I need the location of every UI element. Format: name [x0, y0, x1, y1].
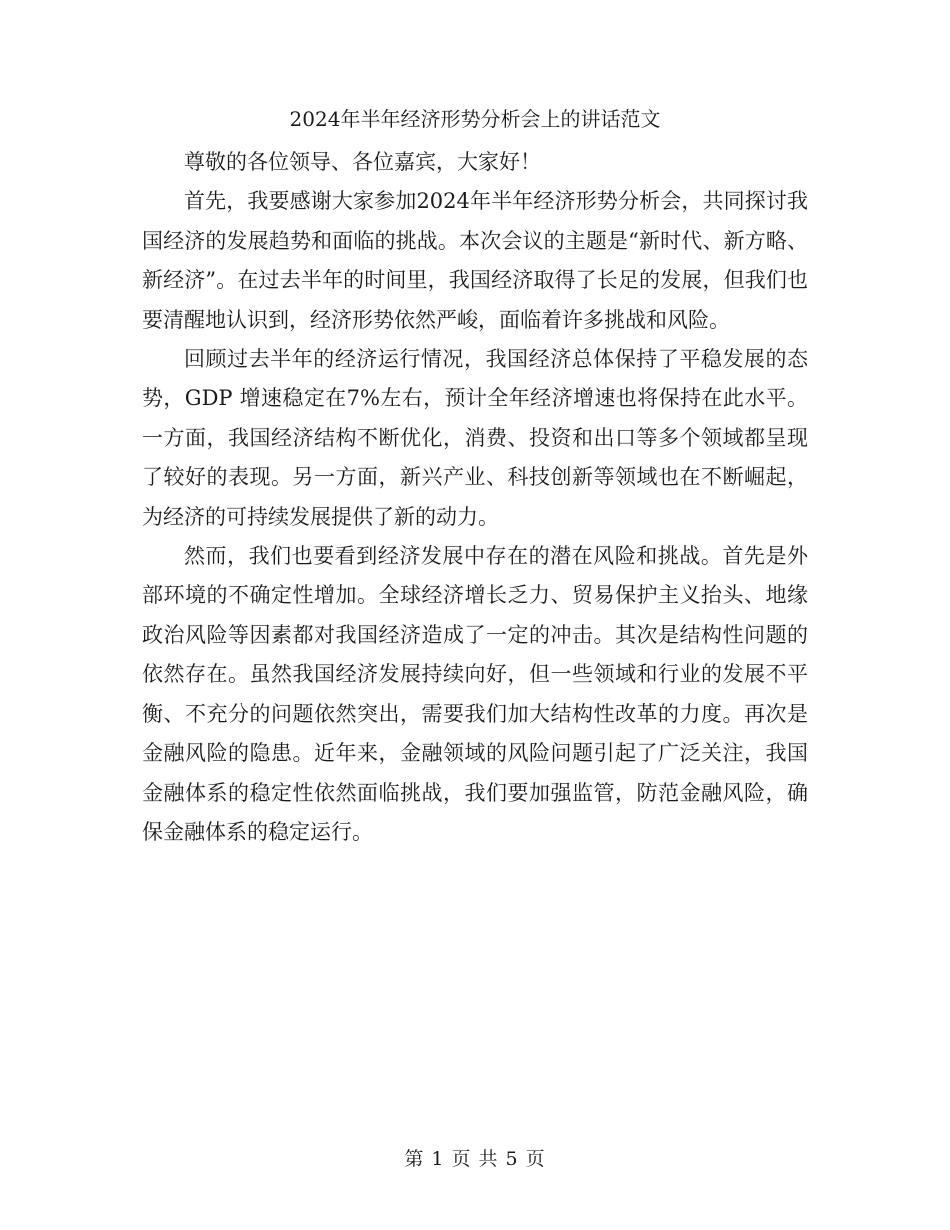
document-body	[142, 143, 808, 852]
body-paragraph-intro: 首先，我要感谢大家参加2024年半年经济形势分析会，共同探讨我国经济的发展趋势和面临的挑战。本次会议的主题是“新时代、新方略、新经济”。在过去半年的时间里，我国经济取得了长足的发展，但我们也要清醒地认识到，经济形势依然严峻，面临着许多挑战和风险。	[142, 189, 808, 332]
body-paragraph-review: 回顾过去半年的经济运行情况，我国经济总体保持了平稳发展的态势，GDP 增速稳定在7%左右，预计全年经济增速也将保持在此水平。一方面，我国经济结构不断优化，消费、投资和出口等多个领域都呈现了较好的表现。另一方面，新兴产业、科技创新等领域也在不断崛起，为经济的可持续发展提供了新的动力。	[142, 347, 808, 529]
body-paragraph-risks: 然而，我们也要看到经济发展中存在的潜在风险和挑战。首先是外部环境的不确定性增加。全球经济增长乏力、贸易保护主义抬头、地缘政治风险等因素都对我国经济造成了一定的冲击。其次是结构性问题的依然存在。虽然我国经济发展持续向好，但一些领域和行业的发展不平衡、不充分的问题依然突出，需要我们加大结构性改革的力度。再次是金融风险的隐患。近年来，金融领域的风险问题引起了广泛关注，我国金融体系的稳定性依然面临挑战，我们要加强监管，防范金融风险，确保金融体系的稳定运行。	[142, 544, 808, 844]
greeting-paragraph: 尊敬的各位领导、各位嘉宾，大家好！	[184, 150, 541, 174]
page-number-footer: 第 1 页 共 5 页	[404, 1148, 546, 1170]
document-title: 2024年半年经济形势分析会上的讲话范文	[289, 107, 661, 131]
